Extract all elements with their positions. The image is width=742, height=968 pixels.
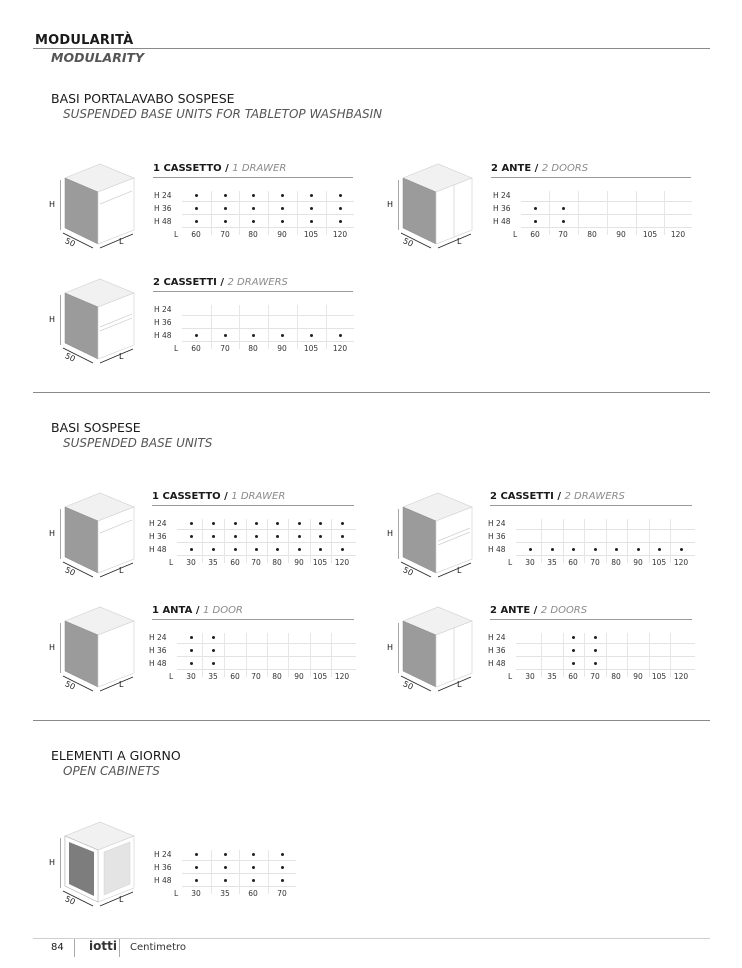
availability-dot — [195, 866, 198, 869]
row-label-3: H 48 — [154, 876, 172, 885]
grid-col-line — [627, 633, 628, 677]
module-title-it: 1 CASSETTO / — [152, 491, 228, 502]
grid-col-line — [549, 191, 550, 235]
section-title-open-cabinets: ELEMENTI A GIORNO — [51, 748, 181, 763]
grid-col-line — [268, 305, 269, 349]
dim-height-label: H — [49, 315, 56, 324]
availability-dot — [224, 879, 227, 882]
availability-dot — [252, 220, 255, 223]
grid-col-line — [606, 519, 607, 563]
dim-height-label: H — [387, 529, 394, 538]
availability-dot — [276, 535, 279, 538]
availability-dot — [212, 522, 215, 525]
grid-col-line — [239, 305, 240, 349]
footer-divider — [74, 939, 75, 957]
availability-dot — [212, 662, 215, 665]
availability-dot — [339, 207, 342, 210]
availability-dot — [319, 522, 322, 525]
row-label-1: H 24 — [149, 519, 167, 528]
section-title-washbasin: BASI PORTALAVABO SOSPESE — [51, 91, 235, 106]
grid-col-line — [267, 519, 268, 563]
dim-depth-label: 50 — [63, 679, 77, 692]
availability-dot — [190, 636, 193, 639]
section-rule — [33, 720, 710, 721]
width-label: 105 — [642, 230, 658, 239]
availability-dot — [281, 207, 284, 210]
width-label: 80 — [248, 230, 258, 239]
dim-depth-label: 50 — [63, 351, 77, 364]
width-label: 90 — [633, 558, 643, 567]
section-subtitle-open-cabinets: OPEN CABINETS — [63, 764, 160, 778]
grid-col-line — [268, 850, 269, 894]
grid-col-line — [297, 191, 298, 235]
width-label: 120 — [673, 672, 689, 681]
availability-dot — [234, 548, 237, 551]
dim-depth-label: 50 — [401, 679, 415, 692]
availability-dot — [195, 334, 198, 337]
grid-col-line — [331, 633, 332, 677]
module-title — [490, 491, 625, 502]
availability-dot — [310, 334, 313, 337]
row-label-3: H 48 — [149, 659, 167, 668]
width-label: 120 — [334, 558, 350, 567]
availability-dot — [190, 649, 193, 652]
module-title-rule — [491, 177, 691, 178]
grid-col-line — [202, 633, 203, 677]
width-label: 80 — [587, 230, 597, 239]
availability-dot — [594, 662, 597, 665]
page-title: MODULARITÀ — [35, 33, 134, 48]
width-label: 90 — [633, 672, 643, 681]
dim-depth-label: 50 — [401, 236, 415, 249]
width-label: 60 — [568, 558, 578, 567]
page-number: 84 — [51, 942, 64, 953]
row-label-1: H 24 — [154, 850, 172, 859]
grid-col-line — [670, 633, 671, 677]
availability-dot — [281, 334, 284, 337]
module-title-it: 2 ANTE / — [491, 163, 539, 174]
grid-col-line — [246, 519, 247, 563]
module-title-rule — [152, 505, 354, 506]
module-title-en: 1 DOOR — [202, 605, 243, 616]
width-label: 35 — [208, 558, 218, 567]
width-label: 70 — [220, 344, 230, 353]
row-label-2: H 36 — [488, 532, 506, 541]
section-rule — [33, 392, 710, 393]
row-label-2: H 36 — [149, 646, 167, 655]
row-label-1: H 24 — [488, 519, 506, 528]
width-label: 30 — [525, 672, 535, 681]
width-label: 35 — [547, 672, 557, 681]
width-label: 30 — [186, 672, 196, 681]
grid-col-line — [288, 633, 289, 677]
row-label-2: H 36 — [154, 318, 172, 327]
grid-col-line — [246, 633, 247, 677]
width-label: 90 — [616, 230, 626, 239]
width-axis-label: L — [174, 889, 179, 898]
module-title-it: 1 ANTA / — [152, 605, 200, 616]
grid-col-line — [288, 519, 289, 563]
availability-dot — [276, 548, 279, 551]
availability-dot — [212, 535, 215, 538]
module-title — [153, 277, 288, 288]
availability-dot — [562, 207, 565, 210]
module-title-rule — [153, 177, 353, 178]
availability-dot — [572, 649, 575, 652]
availability-dot — [339, 194, 342, 197]
availability-dot — [529, 548, 532, 551]
module-title — [491, 163, 588, 174]
row-label-2: H 36 — [149, 532, 167, 541]
availability-dot — [551, 548, 554, 551]
footer-rule — [33, 938, 710, 939]
dim-width-label: L — [457, 566, 462, 575]
availability-dot — [341, 522, 344, 525]
availability-dot — [212, 548, 215, 551]
grid-col-line — [664, 191, 665, 235]
width-label: 90 — [277, 230, 287, 239]
availability-dot — [224, 220, 227, 223]
availability-dot — [534, 220, 537, 223]
availability-dot — [339, 220, 342, 223]
availability-dot — [252, 334, 255, 337]
module-title — [152, 605, 243, 616]
width-label: 30 — [525, 558, 535, 567]
grid-col-line — [211, 305, 212, 349]
availability-dot — [224, 334, 227, 337]
grid-col-line — [267, 633, 268, 677]
grid-col-line — [224, 519, 225, 563]
module-title-en: 1 DRAWER — [231, 491, 286, 502]
grid-col-line — [607, 191, 608, 235]
dim-depth-label: 50 — [63, 894, 77, 907]
svg-text:iotti: iotti — [89, 939, 117, 953]
width-label: 120 — [332, 344, 348, 353]
dim-width-label: L — [457, 237, 462, 246]
availability-dot — [195, 194, 198, 197]
availability-dot — [252, 207, 255, 210]
availability-dot — [339, 334, 342, 337]
availability-dot — [195, 207, 198, 210]
availability-dot — [615, 548, 618, 551]
availability-dot — [562, 220, 565, 223]
availability-dot — [252, 866, 255, 869]
availability-dot — [572, 636, 575, 639]
availability-dot — [319, 535, 322, 538]
availability-dot — [255, 522, 258, 525]
width-label: 70 — [558, 230, 568, 239]
availability-dot — [190, 522, 193, 525]
grid-col-line — [563, 519, 564, 563]
width-axis-label: L — [169, 672, 174, 681]
dim-depth-label: 50 — [63, 236, 77, 249]
availability-dot — [298, 548, 301, 551]
grid-col-line — [649, 633, 650, 677]
grid-col-line — [627, 519, 628, 563]
row-label-2: H 36 — [154, 863, 172, 872]
module-title-en: 1 DRAWER — [232, 163, 287, 174]
dim-height-label: H — [49, 529, 56, 538]
row-label-2: H 36 — [488, 646, 506, 655]
grid-col-line — [297, 305, 298, 349]
unit-label: Centimetro — [130, 942, 186, 953]
dim-width-label: L — [119, 352, 124, 361]
module-title-it: 2 CASSETTI / — [490, 491, 562, 502]
availability-dot — [572, 548, 575, 551]
module-title-rule — [490, 619, 692, 620]
section-subtitle-base-units: SUSPENDED BASE UNITS — [63, 436, 213, 450]
dim-depth-label: 50 — [401, 565, 415, 578]
grid-col-line — [310, 519, 311, 563]
width-label: 105 — [312, 672, 328, 681]
grid-col-line — [670, 519, 671, 563]
row-label-3: H 48 — [154, 217, 172, 226]
dim-depth-label: 50 — [63, 565, 77, 578]
dim-height-label: H — [49, 643, 56, 652]
header-rule — [33, 48, 710, 49]
availability-dot — [224, 866, 227, 869]
dim-width-label: L — [119, 237, 124, 246]
module-title — [153, 163, 286, 174]
width-label: 70 — [590, 672, 600, 681]
availability-dot — [281, 879, 284, 882]
width-label: 70 — [251, 558, 261, 567]
width-label: 60 — [568, 672, 578, 681]
availability-dot — [281, 220, 284, 223]
module-title-rule — [153, 291, 353, 292]
width-label: 105 — [303, 344, 319, 353]
module-title-en: 2 DOORS — [541, 163, 589, 174]
availability-dot — [310, 194, 313, 197]
width-label: 35 — [220, 889, 230, 898]
width-label: 120 — [334, 672, 350, 681]
availability-dot — [234, 522, 237, 525]
availability-dot — [195, 220, 198, 223]
width-axis-label: L — [513, 230, 518, 239]
module-title-it: 2 CASSETTI / — [153, 277, 225, 288]
width-label: 60 — [191, 230, 201, 239]
module-title-en: 2 DRAWERS — [227, 277, 288, 288]
availability-dot — [224, 853, 227, 856]
row-label-3: H 48 — [493, 217, 511, 226]
width-label: 70 — [251, 672, 261, 681]
availability-dot — [212, 636, 215, 639]
availability-dot — [212, 649, 215, 652]
availability-dot — [281, 866, 284, 869]
grid-col-line — [649, 519, 650, 563]
grid-col-line — [606, 633, 607, 677]
dim-width-label: L — [119, 680, 124, 689]
availability-dot — [252, 853, 255, 856]
grid-col-line — [202, 519, 203, 563]
width-label: 105 — [651, 672, 667, 681]
availability-dot — [252, 879, 255, 882]
availability-dot — [281, 194, 284, 197]
availability-dot — [195, 879, 198, 882]
grid-col-line — [636, 191, 637, 235]
width-label: 70 — [590, 558, 600, 567]
width-label: 60 — [530, 230, 540, 239]
grid-col-line — [563, 633, 564, 677]
width-label: 70 — [277, 889, 287, 898]
width-label: 105 — [312, 558, 328, 567]
module-title-it: 1 CASSETTO / — [153, 163, 229, 174]
module-title-en: 2 DRAWERS — [564, 491, 625, 502]
width-label: 70 — [220, 230, 230, 239]
width-label: 90 — [277, 344, 287, 353]
availability-dot — [190, 535, 193, 538]
dim-width-label: L — [119, 566, 124, 575]
width-label: 90 — [294, 558, 304, 567]
availability-dot — [276, 522, 279, 525]
availability-dot — [224, 207, 227, 210]
availability-dot — [319, 548, 322, 551]
grid-col-line — [239, 850, 240, 894]
width-label: 80 — [611, 558, 621, 567]
availability-dot — [594, 548, 597, 551]
availability-dot — [234, 535, 237, 538]
width-label: 60 — [230, 672, 240, 681]
row-label-2: H 36 — [154, 204, 172, 213]
dim-width-label: L — [119, 895, 124, 904]
row-label-3: H 48 — [149, 545, 167, 554]
grid-col-line — [541, 519, 542, 563]
module-title-en: 2 DOORS — [540, 605, 588, 616]
module-title-rule — [152, 619, 354, 620]
module-title-rule — [490, 505, 692, 506]
grid-col-line — [211, 850, 212, 894]
width-label: 60 — [191, 344, 201, 353]
grid-col-line — [224, 633, 225, 677]
availability-dot — [195, 853, 198, 856]
availability-dot — [298, 522, 301, 525]
row-label-2: H 36 — [493, 204, 511, 213]
grid-col-line — [541, 633, 542, 677]
width-label: 60 — [230, 558, 240, 567]
width-axis-label: L — [174, 344, 179, 353]
row-label-1: H 24 — [154, 305, 172, 314]
width-label: 80 — [248, 344, 258, 353]
module-title — [152, 491, 285, 502]
width-label: 35 — [547, 558, 557, 567]
grid-col-line — [326, 191, 327, 235]
width-axis-label: L — [508, 558, 513, 567]
dim-height-label: H — [49, 858, 56, 867]
availability-dot — [281, 853, 284, 856]
availability-dot — [190, 662, 193, 665]
availability-dot — [252, 194, 255, 197]
availability-dot — [680, 548, 683, 551]
width-axis-label: L — [508, 672, 513, 681]
width-label: 35 — [208, 672, 218, 681]
dim-height-label: H — [387, 643, 394, 652]
width-label: 60 — [248, 889, 258, 898]
grid-col-line — [268, 191, 269, 235]
availability-dot — [341, 535, 344, 538]
row-label-1: H 24 — [149, 633, 167, 642]
grid-col-line — [310, 633, 311, 677]
availability-dot — [594, 649, 597, 652]
dim-width-label: L — [457, 680, 462, 689]
dim-height-label: H — [387, 200, 394, 209]
availability-dot — [310, 207, 313, 210]
width-label: 105 — [651, 558, 667, 567]
module-title — [490, 605, 587, 616]
width-label: 30 — [191, 889, 201, 898]
section-title-base-units: BASI SOSPESE — [51, 420, 141, 435]
row-label-3: H 48 — [488, 659, 506, 668]
grid-col-line — [239, 191, 240, 235]
width-label: 80 — [272, 672, 282, 681]
availability-dot — [255, 548, 258, 551]
grid-col-line — [584, 633, 585, 677]
row-label-3: H 48 — [154, 331, 172, 340]
row-label-1: H 24 — [493, 191, 511, 200]
dim-height-label: H — [49, 200, 56, 209]
width-label: 105 — [303, 230, 319, 239]
availability-dot — [298, 535, 301, 538]
availability-dot — [255, 535, 258, 538]
width-axis-label: L — [169, 558, 174, 567]
width-label: 120 — [673, 558, 689, 567]
availability-dot — [658, 548, 661, 551]
row-label-1: H 24 — [154, 191, 172, 200]
row-label-3: H 48 — [488, 545, 506, 554]
width-label: 90 — [294, 672, 304, 681]
width-label: 80 — [272, 558, 282, 567]
availability-dot — [637, 548, 640, 551]
page-subtitle: MODULARITY — [51, 50, 145, 65]
availability-dot — [572, 662, 575, 665]
availability-dot — [534, 207, 537, 210]
availability-dot — [190, 548, 193, 551]
width-label: 120 — [332, 230, 348, 239]
width-label: 30 — [186, 558, 196, 567]
width-axis-label: L — [174, 230, 179, 239]
grid-col-line — [331, 519, 332, 563]
availability-dot — [224, 194, 227, 197]
row-label-1: H 24 — [488, 633, 506, 642]
footer-divider — [119, 939, 120, 957]
module-title-it: 2 ANTE / — [490, 605, 538, 616]
grid-col-line — [578, 191, 579, 235]
grid-col-line — [584, 519, 585, 563]
iotti-logo — [88, 938, 118, 954]
section-subtitle-washbasin: SUSPENDED BASE UNITS FOR TABLETOP WASHBASIN — [63, 107, 383, 121]
grid-col-line — [326, 305, 327, 349]
width-label: 120 — [670, 230, 686, 239]
availability-dot — [310, 220, 313, 223]
availability-dot — [594, 636, 597, 639]
availability-dot — [341, 548, 344, 551]
grid-col-line — [211, 191, 212, 235]
width-label: 80 — [611, 672, 621, 681]
